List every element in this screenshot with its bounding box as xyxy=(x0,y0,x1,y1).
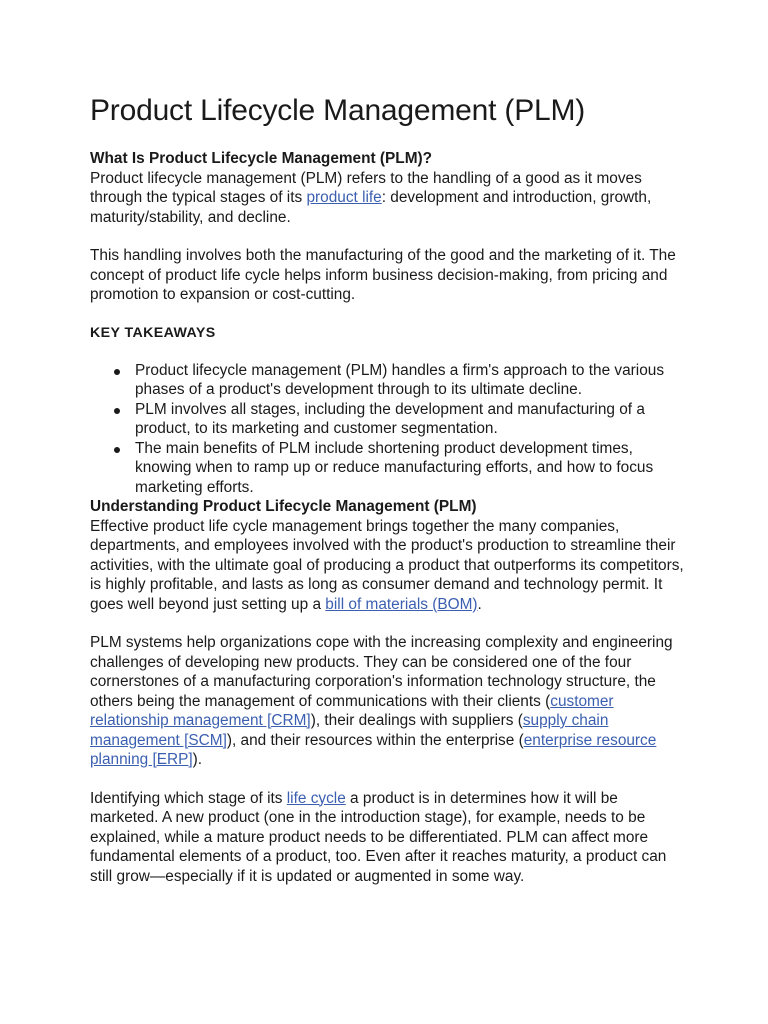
paragraph-handling: This handling involves both the manufacturing of the good and the marketing of it. The concept of product life cycle helps inform business decision-making, from pricing and promotion to expansion or cost-cutting. xyxy=(90,247,676,303)
paragraph-effective-plm xyxy=(90,517,690,615)
link-bill-of-materials[interactable]: bill of materials (BOM) xyxy=(325,595,478,613)
list-item xyxy=(90,439,690,498)
key-takeaways-list xyxy=(90,361,690,498)
list-item-text: PLM involves all stages, including the development and manufacturing of a product, to its marketing and customer segmentation. xyxy=(135,400,645,437)
section-heading-what-is-plm: What Is Product Lifecycle Management (PLM)? xyxy=(90,150,433,167)
text-run: PLM systems help organizations cope with the increasing complexity and engineering challenges of developing new products. They can be considered one of the four cornerstones of a manufacturing corporation's information technology structure, the others being the management of communications with their clients ( xyxy=(90,634,673,710)
list-item-text: The main benefits of PLM include shortening product development times, knowing when to ramp up or reduce manufacturing efforts, and how to focus marketing efforts. xyxy=(135,439,654,496)
bullet-icon xyxy=(114,369,120,375)
list-item-text: Product lifecycle management (PLM) handles a firm's approach to the various phases of a product's development through to its ultimate decline. xyxy=(135,361,665,398)
link-life-cycle[interactable]: life cycle xyxy=(286,789,346,807)
text-run: a product is in determines how it will be marketed. A new product (one in the introduction stage), for example, needs to be explained, while a mature product needs to be differentiated. PLM can affect more fundamental elements of a product, too. Even after it reaches maturity, a product can still grow—especially if it is updated or augmented in some way. xyxy=(90,789,667,885)
key-takeaways-title: KEY TAKEAWAYS xyxy=(90,324,216,341)
bullet-icon xyxy=(114,408,120,414)
link-scm[interactable]: supply chain management [SCM] xyxy=(90,712,609,749)
text-run: . xyxy=(477,595,482,613)
text-run: ), their dealings with suppliers ( xyxy=(310,712,523,729)
section-heading-understanding-plm: Understanding Product Lifecycle Management (PLM) xyxy=(90,498,477,515)
paragraph-plm-systems xyxy=(90,633,690,770)
link-erp[interactable]: enterprise resource planning [ERP] xyxy=(90,731,657,768)
list-item xyxy=(90,400,690,439)
bullet-icon xyxy=(114,447,120,453)
page-title: Product Lifecycle Management (PLM) xyxy=(90,94,586,127)
list-item xyxy=(90,361,690,400)
link-crm[interactable]: customer relationship management [CRM] xyxy=(90,692,614,729)
text-run: Product lifecycle management (PLM) refers to the handling of a good as it moves through the typical stages of its xyxy=(90,169,642,206)
paragraph-definition xyxy=(90,169,690,228)
text-run: Identifying which stage of its xyxy=(90,789,287,807)
link-product-life[interactable]: product life xyxy=(306,189,382,206)
text-run: : development and introduction, growth, maturity/stability, and decline. xyxy=(90,189,652,226)
text-run: Effective product life cycle management brings together the many companies, departments, and employees involved with the product's production to streamline their activities, with the ultimate goal of producing a product that outperforms its competitors, is highly profitable, and lasts as long as consumer demand and technology permit. It goes well beyond just setting up a xyxy=(90,517,684,613)
text-run: ), and their resources within the enterprise ( xyxy=(226,731,524,749)
paragraph-identifying-stage xyxy=(90,789,690,887)
document-page xyxy=(90,92,690,886)
text-run: ). xyxy=(192,751,203,768)
